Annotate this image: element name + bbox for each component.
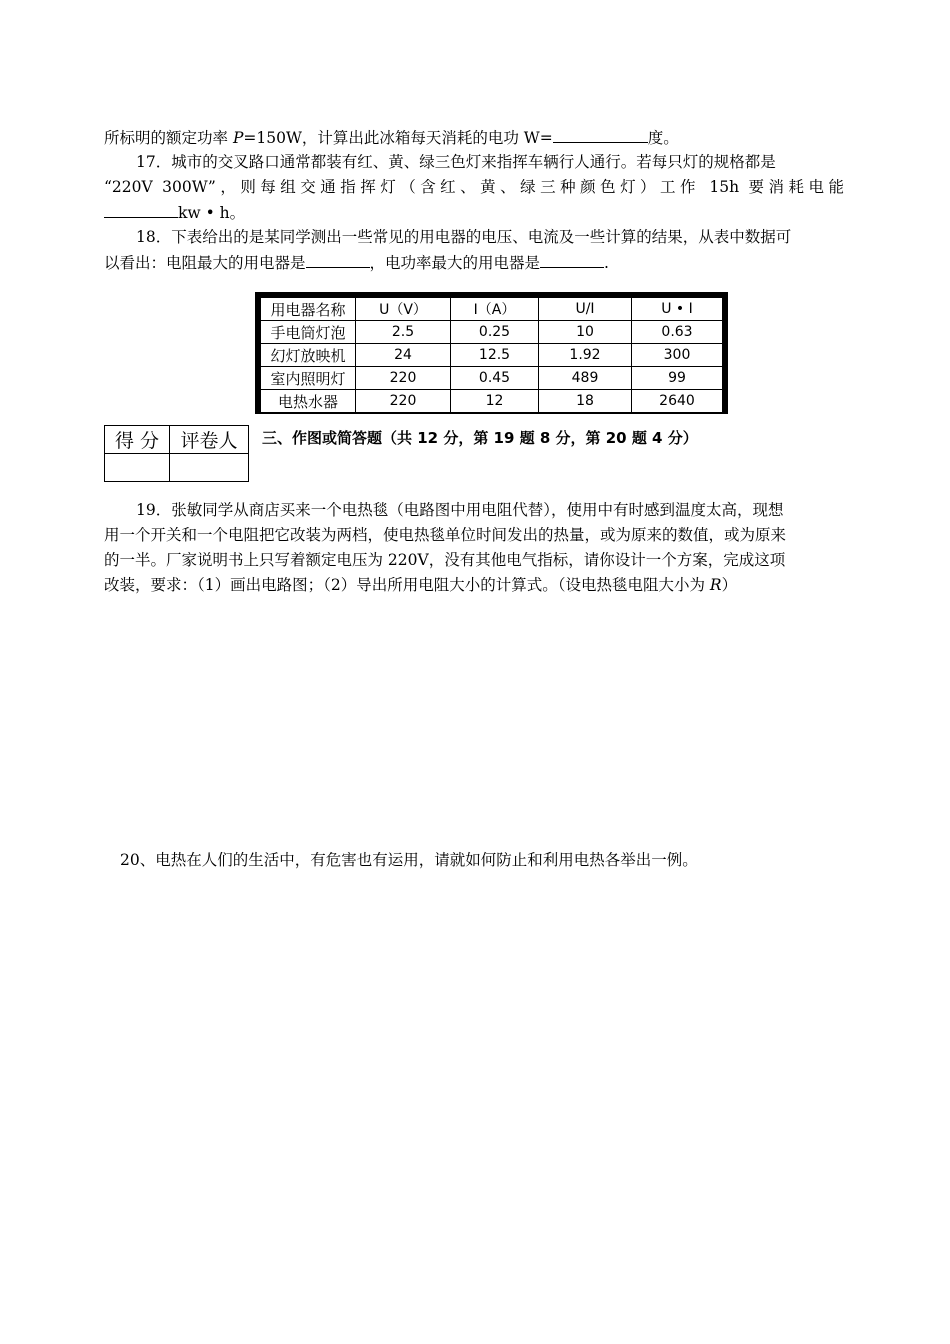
q16-tail-line: [104, 126, 679, 149]
q16-var-p: P: [232, 129, 244, 147]
table-cell: 2640: [632, 390, 723, 413]
table-cell: 室内照明灯: [261, 367, 356, 390]
q19-answer-area[interactable]: [104, 600, 844, 830]
q16-text-end: 度。: [647, 129, 679, 147]
table-header-cell: U/I: [539, 298, 632, 321]
score-box: [104, 425, 249, 482]
q17-line-1: 17．城市的交叉路口通常都装有红、黄、绿三色灯来指挥车辆行人通行。若每只灯的规格都是: [136, 153, 776, 171]
q18-text-a: 以看出：电阻最大的用电器是: [104, 254, 306, 272]
q18-answer-blank-1[interactable]: [306, 251, 370, 268]
section-3-title: 三、作图或简答题（共 12 分，第 19 题 8 分，第 20 题 4 分）: [262, 429, 698, 447]
q19-line-1: 19．张敏同学从商店买来一个电热毯（电路图中用电阻代替），使用中有时感到温度太高，现想: [136, 501, 784, 519]
table-cell: 220: [356, 390, 451, 413]
table-cell: 0.25: [451, 321, 539, 344]
table-cell: 2.5: [356, 321, 451, 344]
q18-line-1: 18．下表给出的是某同学测出一些常见的用电器的电压、电流及一些计算的结果，从表中数据可: [136, 228, 792, 246]
q19-text-b: ）: [721, 576, 738, 594]
q17-line-3: [104, 201, 245, 224]
q19-var-r: R: [709, 576, 722, 594]
table-cell: 手电筒灯泡: [261, 321, 356, 344]
score-label: 得 分: [105, 426, 170, 454]
q19-line-3: 的一半。厂家说明书上只写着额定电压为 220V，没有其他电气指标，请你设计一个方案，完成这项: [104, 551, 786, 569]
table-cell: 220: [356, 367, 451, 390]
table-header-row: [261, 298, 723, 321]
q18-text-b: ，电功率最大的用电器是: [369, 254, 541, 272]
table-cell: 0.63: [632, 321, 723, 344]
table-cell: 幻灯放映机: [261, 344, 356, 367]
q18-answer-blank-2[interactable]: [540, 251, 604, 268]
table-cell: 电热水器: [261, 390, 356, 413]
grader-entry-field[interactable]: [170, 454, 249, 482]
table-cell: 12.5: [451, 344, 539, 367]
q16-text-before: 所标明的额定功率: [104, 129, 233, 147]
table-header-cell: 用电器名称: [261, 298, 356, 321]
appliance-table: [260, 297, 723, 413]
table-cell: 12: [451, 390, 539, 413]
table-header-cell: I（A）: [451, 298, 539, 321]
table-cell: 10: [539, 321, 632, 344]
table-row: [261, 367, 723, 390]
table-cell: 300: [632, 344, 723, 367]
table-row: [261, 344, 723, 367]
appliance-table-frame: [255, 292, 728, 414]
score-entry-field[interactable]: [105, 454, 170, 482]
q18-text-c: .: [604, 254, 609, 272]
q16-answer-blank[interactable]: [553, 126, 648, 143]
table-cell: 1.92: [539, 344, 632, 367]
q17-line-2: “220V 300W”，则每组交通指挥灯（含红、黄、绿三种颜色灯）工作 15h 要消耗电能: [104, 178, 844, 196]
q20-line: 20、电热在人们的生活中，有危害也有运用，请就如何防止和利用电热各举出一例。: [120, 851, 698, 869]
table-row: [261, 390, 723, 413]
q20-answer-area[interactable]: [104, 880, 844, 1180]
table-cell: 0.45: [451, 367, 539, 390]
q19-line-4: [104, 574, 737, 596]
table-header-cell: U（V）: [356, 298, 451, 321]
table-cell: 489: [539, 367, 632, 390]
q19-line-2: 用一个开关和一个电阻把它改装为两档，使电热毯单位时间发出的热量，或为原来的数值，或为原来: [104, 526, 787, 544]
grader-label: 评卷人: [170, 426, 249, 454]
q17-text-end: kw • h。: [178, 204, 246, 222]
q18-line-2: [104, 251, 609, 274]
table-cell: 24: [356, 344, 451, 367]
table-cell: 99: [632, 367, 723, 390]
table-row: [261, 321, 723, 344]
q17-answer-blank[interactable]: [104, 201, 178, 218]
q16-text-after: =150W，计算出此冰箱每天消耗的电功 W=: [243, 129, 553, 147]
table-cell: 18: [539, 390, 632, 413]
table-header-cell: U • I: [632, 298, 723, 321]
q19-text-a: 改装，要求：（1）画出电路图；（2）导出所用电阻大小的计算式。（设电热毯电阻大小为: [104, 576, 710, 594]
